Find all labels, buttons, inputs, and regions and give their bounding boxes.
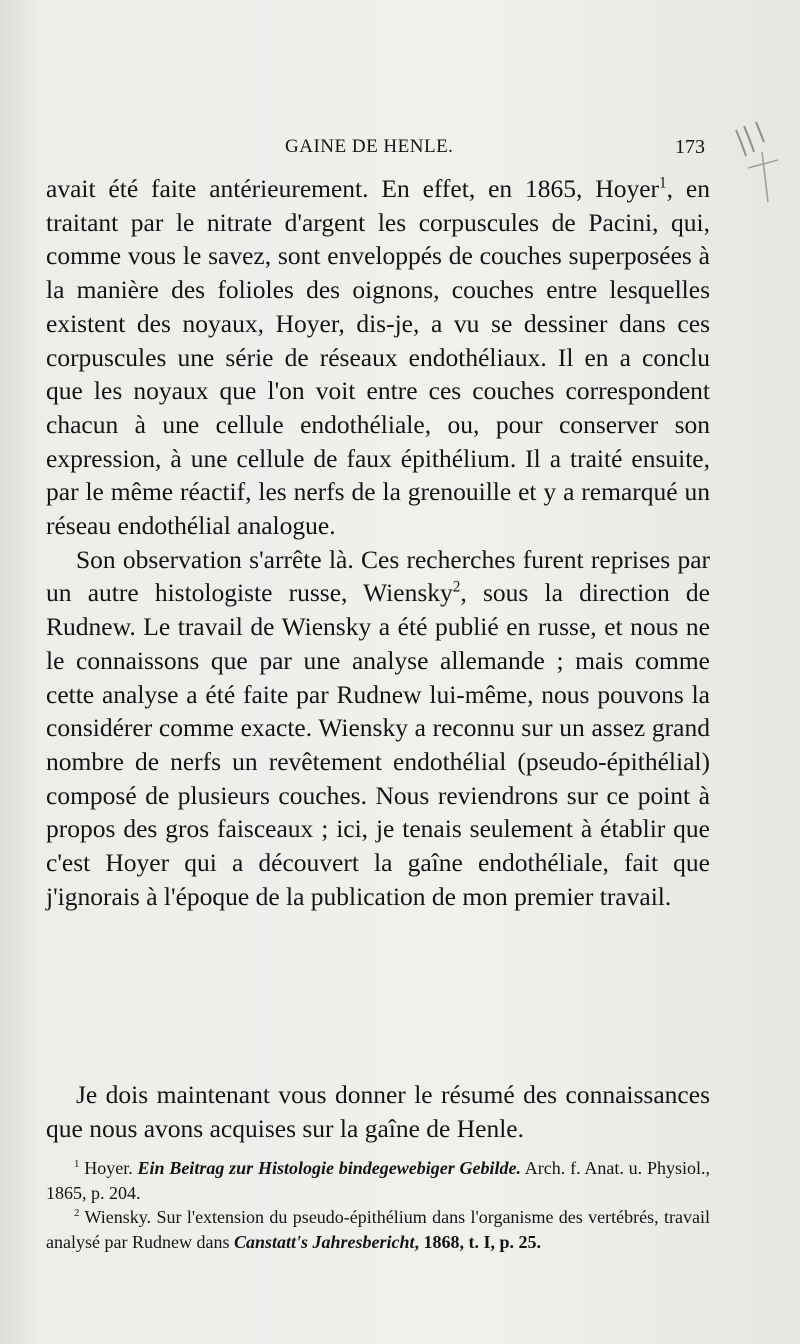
footnote-2-title: Canstatt's Jahresbericht [233, 1231, 415, 1252]
footnote-1-marker: 1 [74, 1158, 80, 1170]
paragraph-2-part-b: , sous la direction de Rudnew. Le travail de Wiensky a été publié en russe, et nous ne le connaissons que par une analyse allemande ; mais comme cette analyse a été faite par Rudnew lui-même, nous pouvons la considérer comme exacte. Wiensky a reconnu sur un assez grand nombre de nerfs un revêtement endothélial (pseudo-épithélial) composé de plusieurs couches. Nous reviendrons sur ce point à propos des gros faisceaux ; ici, je tenais seulement à établir que c'est Hoyer qui a découvert la gaîne endothéliale, fait que j'ignorais à l'époque de la publication de mon premier travail. [46, 578, 711, 911]
closing-paragraph [46, 1078, 710, 1145]
paragraph-1-part-a: avait été faite antérieurement. En effet, en 1865, Hoyer [46, 174, 660, 203]
paragraph-3: Je dois maintenant vous donner le résumé des connaissances que nous avons acquises sur la gaîne de Henle. [46, 1080, 710, 1143]
paragraph-1 [46, 172, 710, 543]
footnote-1-title: Ein Beitrag zur Histologie bindegewebiger Gebilde. [137, 1158, 521, 1178]
paragraph-2 [46, 543, 710, 914]
page-number: 173 [675, 136, 705, 158]
running-head: GAINE DE HENLE. [285, 136, 454, 157]
footnote-1 [46, 1156, 710, 1205]
footnote-ref-1: 1 [659, 174, 667, 192]
main-text [46, 172, 710, 913]
footnote-2-author: Wiensky. [79, 1207, 152, 1227]
footnote-2 [46, 1205, 710, 1254]
footnote-1-rest: Arch. f. Anat. u. Physiol., 1865, p. 204. [46, 1158, 710, 1203]
footnote-2-rest: , 1868, t. I, p. 25. [414, 1231, 542, 1252]
paragraph-1-part-b: , en traitant par le nitrate d'argent les corpuscules de Pacini, qui, comme vous le savez, sont enveloppés de couches superposées à la manière des folioles des oignons, couches entre lesquelles existent des noyaux, Hoyer, dis-je, a vu se dessiner dans ces corpuscules une série de réseaux endothéliaux. Il en a conclu que les noyaux que l'on voit entre ces couches correspondent chacun à une cellule endothéliale, ou, pour conserver son expression, à une cellule de faux épithélium. Il a traité ensuite, par le même réactif, les nerfs de la grenouille et y a remarqué un réseau endothélial analogue. [46, 174, 710, 541]
footnote-2-marker: 2 [74, 1207, 80, 1219]
paragraph-2-part-a: Son observation s'arrête là. Ces recherches furent reprises par un autre histologiste russe, Wiensky [46, 544, 710, 608]
footnotes [46, 1156, 710, 1254]
pencil-mark-icon [728, 118, 788, 208]
handwritten-marginalia [728, 118, 788, 208]
footnote-2-text: Sur l'extension du pseudo-épithélium dans l'organisme des vertébrés, travail analysé par Rudnew dans [46, 1207, 710, 1252]
footnote-1-author: Hoyer. [79, 1158, 138, 1178]
footnote-ref-2: 2 [452, 578, 461, 596]
page-header [0, 136, 800, 166]
